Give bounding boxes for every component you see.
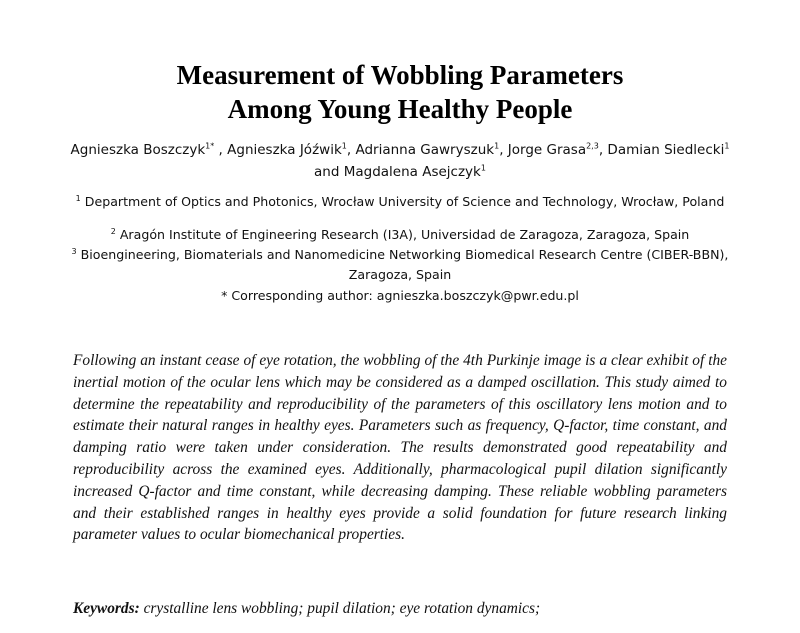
author-sup: 1 xyxy=(480,163,486,173)
author-name: Agnieszka Jóźwik xyxy=(227,142,342,158)
affiliation-3-continued xyxy=(0,265,800,285)
affiliation-text: Aragón Institute of Engineering Research (I3A), Universidad de Zaragoza, Zaragoza, Spain xyxy=(119,227,690,242)
affiliation-text: Zaragoza, Spain xyxy=(348,267,452,282)
author-sup: 1 xyxy=(724,141,730,151)
affiliation-text: Bioengineering, Biomaterials and Nanomedicine Networking Biomedical Research Centre (CIBER-BBN), xyxy=(80,247,729,262)
author-list xyxy=(0,139,800,183)
affiliation-text: Department of Optics and Photonics, Wrocław University of Science and Technology, Wrocław, Poland xyxy=(84,194,725,209)
affiliation-3 xyxy=(0,245,800,265)
affiliation-sup: 3 xyxy=(71,246,77,256)
author-name: Magdalena Asejczyk xyxy=(343,164,481,180)
keywords xyxy=(73,598,727,620)
author-sup: 1* xyxy=(205,141,215,151)
affiliation-sup: 1 xyxy=(75,193,81,203)
author-line-2 xyxy=(0,161,800,183)
author-line-1: Agnieszka Boszczyk$^{1*}$ , Agnieszka Jóźwik$^1$, Adrianna Gawryszuk$^1$, Jorge Grasa$^{2,3}$, Damian Siedlecki$^1$ xyxy=(70,141,730,158)
author-joiner: and xyxy=(314,164,340,180)
abstract: Following an instant cease of eye rotation, the wobbling of the 4th Purkinje image is a clear exhibit of the inertial motion of the ocular lens which may be considered as a damped oscillation. This study aimed to determine the repeatability and reproducibility of the parameters of this oscillatory lens motion and to estimate their natural ranges in healthy eyes. Parameters such as frequency, Q-factor, time constant, and damping ratio were taken under consideration. The results demonstrated good repeatability and reproducibility across the examined eyes. Additionally, pharmacological pupil dilation significantly increased Q-factor and time constant, while decreasing damping. These reliable wobbling parameters and their established ranges in healthy eyes provide a solid foundation for future research linking parameter values to ocular biomechanical properties. xyxy=(73,352,727,544)
keywords-label: Keywords: xyxy=(73,600,140,617)
affiliation-sup: 2 xyxy=(110,226,116,236)
author-sup: 2,3 xyxy=(586,141,599,151)
affiliation-2 xyxy=(0,225,800,245)
author-sup: 1 xyxy=(341,141,347,151)
title-line-2: Among Young Healthy People xyxy=(227,94,573,124)
author-sup: 1 xyxy=(494,141,500,151)
corresponding-author-text: * Corresponding author: agnieszka.boszczyk@pwr.edu.pl xyxy=(221,288,579,303)
author-name: Jorge Grasa xyxy=(507,142,587,158)
author-name: Agnieszka Boszczyk xyxy=(70,142,206,158)
paper-title xyxy=(0,58,800,126)
author-name: Adrianna Gawryszuk xyxy=(355,142,495,158)
affiliation-1 xyxy=(0,192,800,212)
keywords-text: crystalline lens wobbling; pupil dilation; eye rotation dynamics; xyxy=(143,600,541,617)
title-line-1: Measurement of Wobbling Parameters xyxy=(176,60,624,90)
corresponding-author xyxy=(0,286,800,306)
author-name: Damian Siedlecki xyxy=(607,142,725,158)
